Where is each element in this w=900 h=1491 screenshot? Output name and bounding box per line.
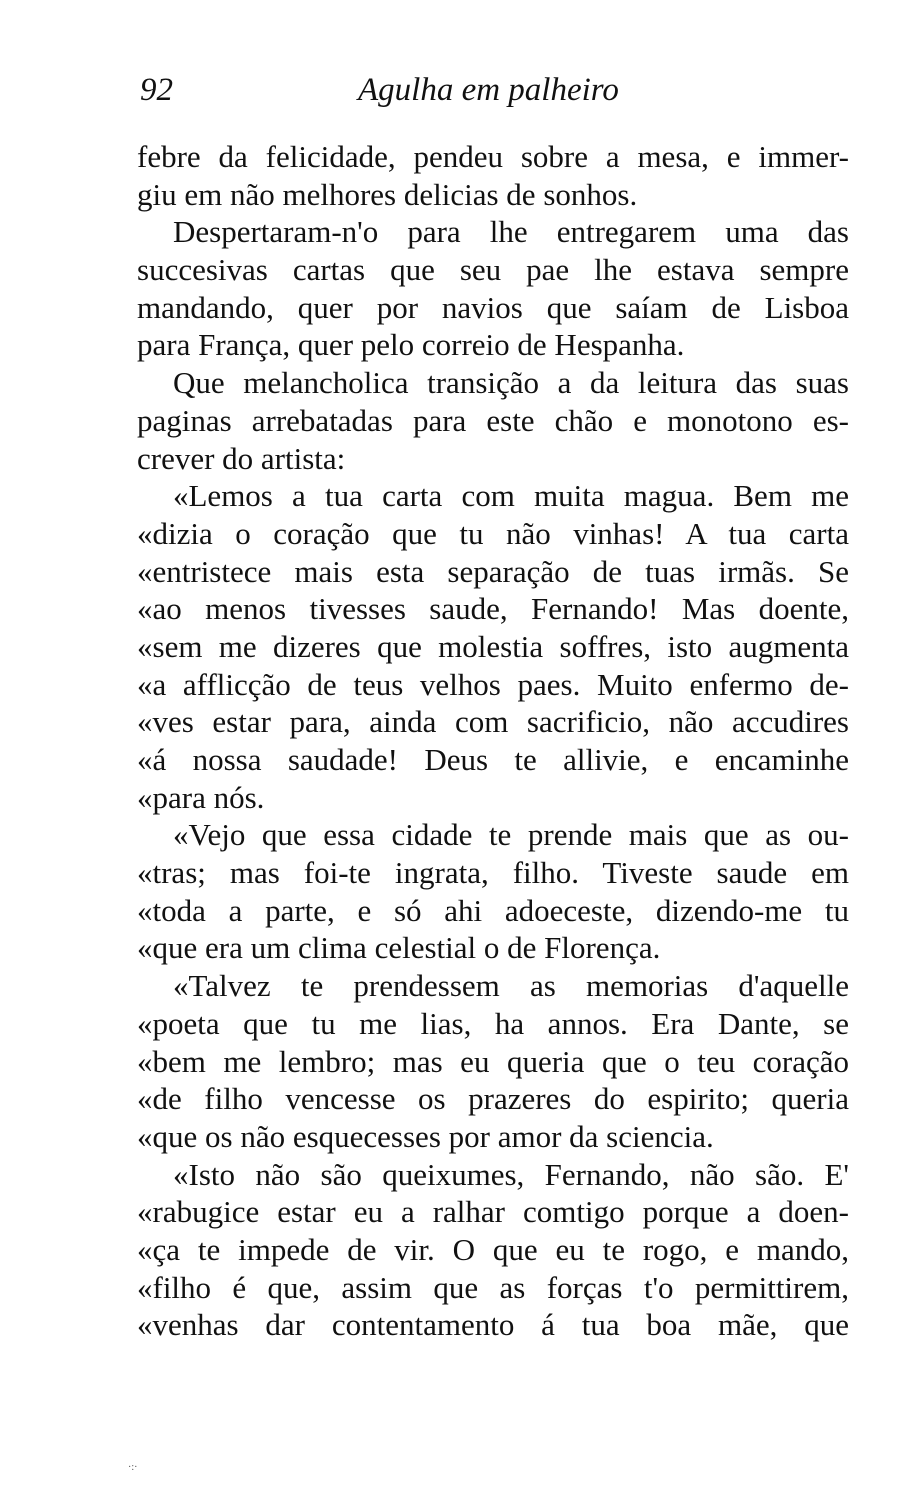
text-line: para França, quer pelo correio de Hespanha. bbox=[137, 327, 685, 363]
text-line: «Vejo que essa cidade te prende mais que as ou- bbox=[173, 817, 849, 853]
text-line: crever do artista: bbox=[137, 440, 346, 476]
text-line: «Isto não são queixumes, Fernando, não são. E' bbox=[173, 1156, 849, 1192]
text-line: succesivas cartas que seu pae lhe estava sempre bbox=[137, 252, 849, 288]
text-line: «ves estar para, ainda com sacrificio, não accudires bbox=[137, 704, 849, 740]
body-text bbox=[137, 138, 849, 1344]
text-line: Despertaram-n'o para lhe entregarem uma das bbox=[173, 214, 849, 250]
text-line: «sem me dizeres que molestia soffres, isto augmenta bbox=[137, 628, 849, 664]
text-line: «á nossa saudade! Deus te allivie, e encaminhe bbox=[137, 742, 849, 777]
text-line: paginas arrebatadas para este chão e monotono es- bbox=[137, 402, 849, 438]
text-line: «rabugice estar eu a ralhar comtigo porque a doen- bbox=[137, 1194, 849, 1230]
text-line: giu em não melhores delicias de sonhos. bbox=[137, 176, 638, 212]
text-line: «entristece mais esta separação de tuas irmãs. Se bbox=[137, 553, 849, 589]
text-line: «para nós. bbox=[137, 779, 265, 815]
text-line: «dizia o coração que tu não vinhas! A tua carta bbox=[137, 515, 849, 551]
running-title: Agulha em palheiro bbox=[358, 72, 619, 108]
text-line: «filho é que, assim que as forças t'o permittirem, bbox=[137, 1269, 849, 1305]
scan-speck: ·:· bbox=[128, 1462, 138, 1473]
text-line: «ao menos tivesses saude, Fernando! Mas doente, bbox=[137, 591, 849, 627]
text-line: «que os não esquecesses por amor da sciencia. bbox=[137, 1118, 714, 1154]
text-line: «poeta que tu me lias, ha annos. Era Dante, se bbox=[137, 1005, 849, 1041]
text-line: mandando, quer por navios que saíam de Lisboa bbox=[137, 289, 849, 325]
text-line: «a afflicção de teus velhos paes. Muito enfermo de- bbox=[137, 666, 849, 702]
page-header bbox=[140, 72, 860, 122]
text-line: «Lemos a tua carta com muita magua. Bem me bbox=[173, 478, 849, 514]
page-number: 92 bbox=[140, 72, 173, 108]
text-line: «que era um clima celestial o de Florença. bbox=[137, 930, 661, 966]
text-line: «venhas dar contentamento á tua boa mãe, que bbox=[137, 1307, 849, 1343]
text-line: «de filho vencesse os prazeres do espirito; queria bbox=[137, 1081, 849, 1117]
text-line: febre da felicidade, pendeu sobre a mesa, e immer- bbox=[137, 139, 849, 174]
text-line: «Talvez te prendessem as memorias d'aquelle bbox=[173, 968, 849, 1004]
text-line: Que melancholica transição a da leitura das suas bbox=[173, 365, 849, 401]
text-line: «tras; mas foi-te ingrata, filho. Tiveste saude em bbox=[137, 855, 849, 891]
text-line: «ça te impede de vir. O que eu te rogo, e mando, bbox=[137, 1231, 849, 1267]
text-line: «toda a parte, e só ahi adoeceste, dizendo-me tu bbox=[137, 892, 849, 928]
text-line: «bem me lembro; mas eu queria que o teu coração bbox=[137, 1043, 849, 1079]
